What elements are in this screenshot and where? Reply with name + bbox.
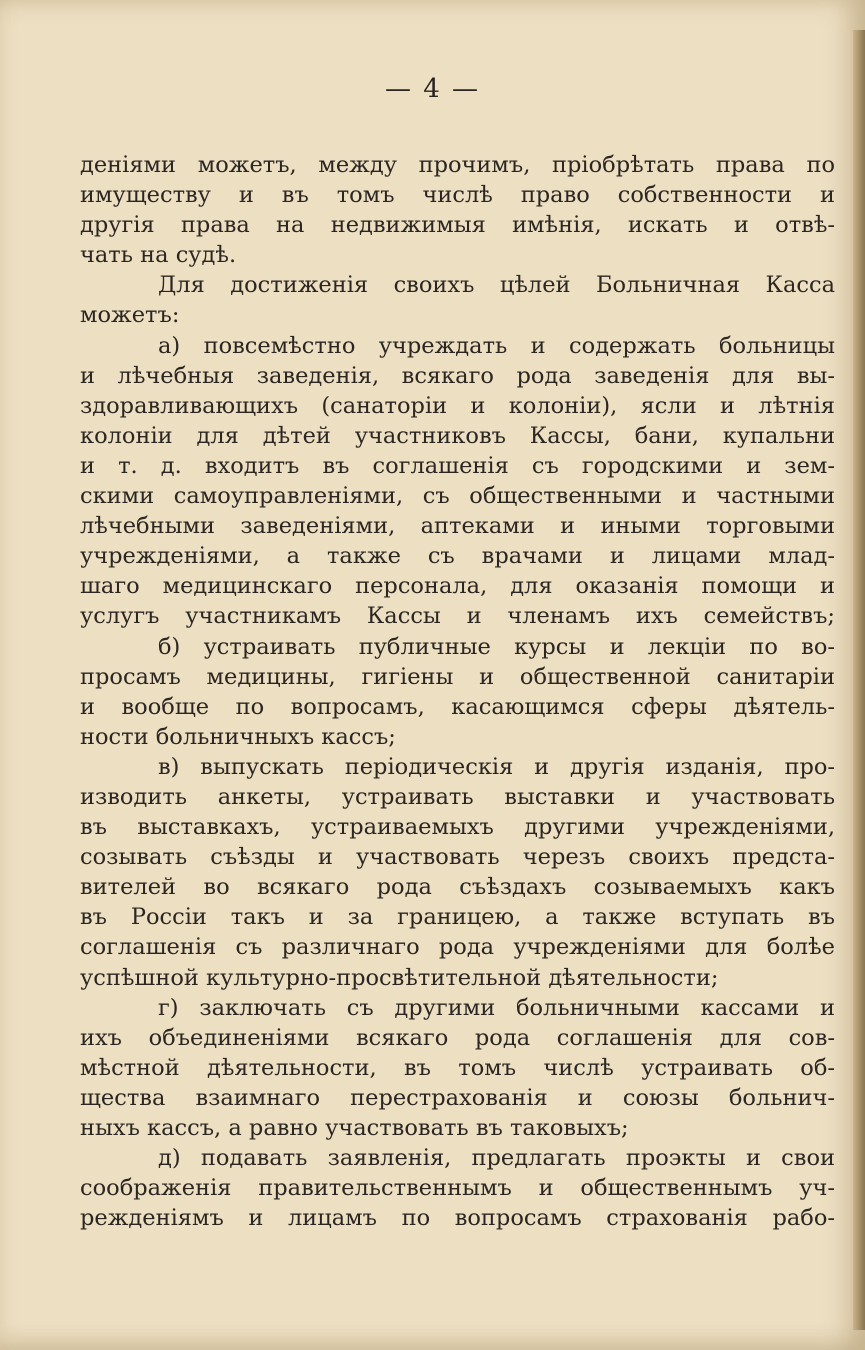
text-line: здоравливающихъ (санаторіи и колоніи), ясли и лѣтнія: [80, 392, 835, 419]
text-line: можетъ:: [80, 302, 180, 329]
text-line: созывать съѣзды и участвовать черезъ своихъ предста-: [80, 844, 835, 871]
text-line: лѣчебными заведеніями, аптеками и иными торговыми: [80, 513, 835, 540]
text-line: д) подавать заявленія, предлагать проэкты и свои: [158, 1145, 835, 1172]
page-edge-shadow: [853, 30, 865, 1330]
text-line: и вообще по вопросамъ, касающимся сферы дѣятель-: [80, 693, 835, 720]
text-line: имуществу и въ томъ числѣ право собственности и: [80, 182, 835, 209]
text-line: вителей во всякаго рода съѣздахъ созываемыхъ какъ: [80, 874, 835, 901]
text-line: учрежденіями, а также съ врачами и лицами млад-: [80, 543, 835, 570]
text-line: соглашенія съ различнаго рода учрежденіями для болѣе: [80, 934, 835, 961]
text-line: въ выставкахъ, устраиваемыхъ другими учрежденіями,: [80, 814, 835, 841]
text-line: режденіямъ и лицамъ по вопросамъ страхованія рабо-: [80, 1205, 835, 1232]
text-line: шаго медицинскаго персонала, для оказанія помощи и: [80, 573, 835, 600]
text-line: услугъ участникамъ Кассы и членамъ ихъ семействъ;: [80, 603, 835, 630]
text-line: и лѣчебныя заведенія, всякаго рода заведенія для вы-: [80, 362, 835, 389]
page-number: — 4 —: [384, 74, 481, 104]
text-line: соображенія правительственнымъ и общественнымъ уч-: [80, 1175, 835, 1202]
text-line: скими самоуправленіями, съ общественными и частными: [80, 483, 835, 510]
text-line: изводить анкеты, устраивать выставки и участвовать: [80, 783, 835, 810]
text-line: мѣстной дѣятельности, въ томъ числѣ устраивать об-: [80, 1054, 835, 1081]
text-line: Для достиженія своихъ цѣлей Больничная Касса: [158, 272, 835, 299]
text-line: ихъ объединеніями всякаго рода соглашенія для сов-: [80, 1024, 835, 1051]
body-text: [80, 150, 835, 1233]
text-line: чать на судѣ.: [80, 242, 237, 269]
text-line: б) устраивать публичные курсы и лекціи по во-: [158, 633, 835, 660]
text-line: ныхъ кассъ, а равно участвовать въ таковыхъ;: [80, 1115, 629, 1141]
text-line: а) повсемѣстно учреждать и содержать больницы: [158, 332, 835, 359]
text-line: щества взаимнаго перестрахованія и союзы больнич-: [80, 1084, 835, 1111]
text-line: просамъ медицины, гигіены и общественной санитаріи: [80, 663, 835, 690]
text-line: ности больничныхъ кассъ;: [80, 723, 396, 750]
text-line: колоніи для дѣтей участниковъ Кассы, бани, купальни: [80, 422, 835, 449]
text-line: в) выпускать періодическія и другія изданія, про-: [158, 753, 835, 780]
text-line: г) заключать съ другими больничными кассами и: [158, 994, 835, 1021]
text-line: успѣшной культурно-просвѣтительной дѣятельности;: [80, 964, 719, 991]
text-line: и т. д. входитъ въ соглашенія съ городскими и зем-: [80, 452, 835, 479]
text-line: другія права на недвижимыя имѣнія, искать и отвѣ-: [80, 212, 835, 239]
text-line: въ Россіи такъ и за границею, а также вступать въ: [80, 904, 835, 931]
text-line: деніями можетъ, между прочимъ, пріобрѣтать права по: [80, 152, 835, 178]
